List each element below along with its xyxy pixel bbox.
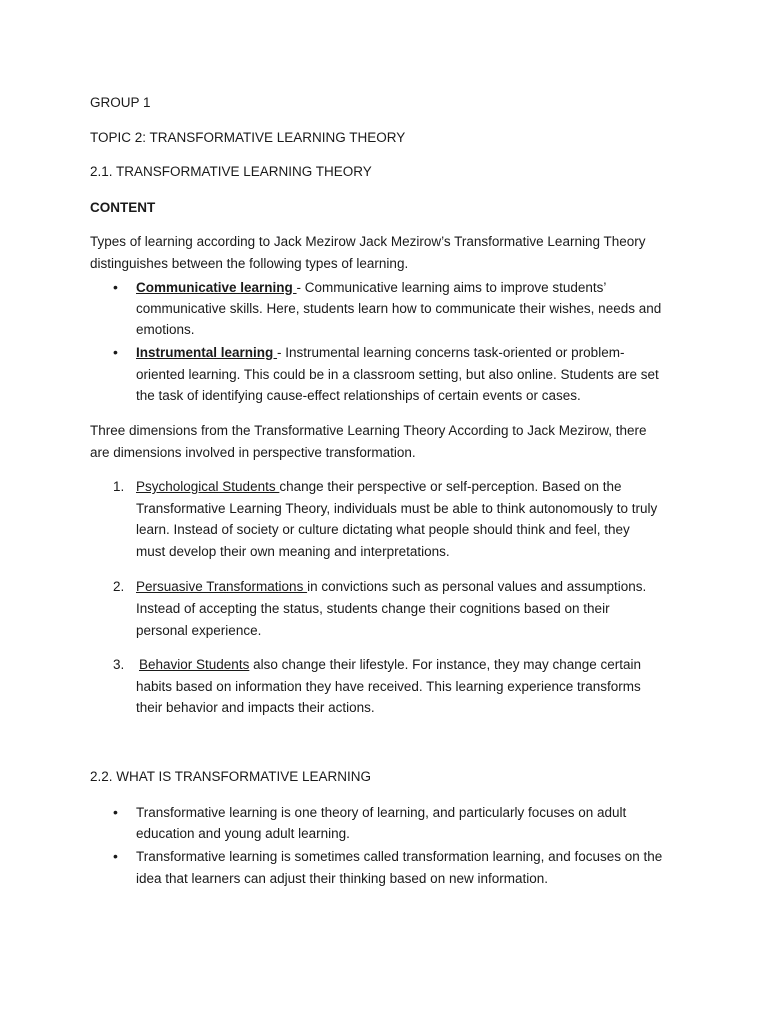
- term-persuasive-transformations: Persuasive Transformations: [136, 579, 308, 594]
- learning-type-communicative: [136, 280, 606, 295]
- term-psychological-students: Psychological Students: [136, 479, 280, 494]
- bullet-icon: •: [113, 279, 118, 295]
- bullet-icon: •: [113, 804, 118, 820]
- dimension-persuasive: [136, 579, 646, 594]
- section-2-title: 2.2. WHAT IS TRANSFORMATIVE LEARNING: [90, 769, 372, 784]
- intro-line-1: Types of learning according to Jack Mezirow Jack Mezirow’s Transformative Learning Theory: [90, 234, 646, 249]
- bullet-icon: •: [113, 344, 118, 360]
- dimension-desc: in convictions such as personal values and assumptions.: [307, 579, 647, 594]
- section-2-bullet-line: education and young adult learning.: [136, 826, 350, 841]
- dimensions-intro-line-2: are dimensions involved in perspective transformation.: [90, 445, 416, 460]
- dimension-line: learn. Instead of society or culture dictating what people should think and feel, they: [136, 522, 630, 537]
- dimension-line: must develop their own meaning and interpretations.: [136, 544, 450, 559]
- section-2-bullet-line: Transformative learning is one theory of learning, and particularly focuses on adult: [136, 805, 627, 820]
- term-instrumental-learning: Instrumental learning: [136, 345, 278, 360]
- learning-type-instrumental: [136, 345, 624, 360]
- dimension-line: personal experience.: [136, 623, 262, 638]
- dimension-desc: also change their lifestyle. For instance, they may change certain: [249, 657, 642, 672]
- learning-type-line: the task of identifying cause-effect relationships of certain events or cases.: [136, 388, 581, 403]
- term-behavior-students: Behavior Students: [139, 657, 250, 672]
- content-heading: CONTENT: [90, 200, 156, 215]
- section-2-bullet-line: idea that learners can adjust their thinking based on new information.: [136, 871, 549, 886]
- learning-type-line: communicative skills. Here, students learn how to communicate their wishes, needs and: [136, 301, 662, 316]
- dimension-desc: change their perspective or self-perception. Based on the: [279, 479, 622, 494]
- list-number: 1.: [113, 479, 125, 494]
- group-heading: GROUP 1: [90, 95, 151, 110]
- dimensions-intro-line-1: Three dimensions from the Transformative Learning Theory According to Jack Mezirow, there: [90, 423, 647, 438]
- learning-type-desc: - Instrumental learning concerns task-oriented or problem-: [277, 345, 625, 360]
- dimension-line: their behavior and impacts their actions.: [136, 700, 375, 715]
- topic-heading: TOPIC 2: TRANSFORMATIVE LEARNING THEORY: [90, 130, 406, 145]
- dimension-line: Instead of accepting the status, students change their cognitions based on their: [136, 601, 610, 616]
- term-communicative-learning: Communicative learning: [136, 280, 297, 295]
- dimension-line: habits based on information they have received. This learning experience transforms: [136, 679, 641, 694]
- dimension-line: Transformative Learning Theory, individuals must be able to think autonomously to truly: [136, 501, 658, 516]
- bullet-icon: •: [113, 848, 118, 864]
- learning-type-line: emotions.: [136, 322, 195, 337]
- dimension-psychological: [136, 479, 622, 494]
- list-number: 3.: [113, 657, 125, 672]
- learning-type-desc: - Communicative learning aims to improve students’: [296, 280, 607, 295]
- learning-type-line: oriented learning. This could be in a classroom setting, but also online. Students are set: [136, 367, 659, 382]
- list-number: 2.: [113, 579, 125, 594]
- section-2-bullet-line: Transformative learning is sometimes called transformation learning, and focuses on the: [136, 849, 663, 864]
- section-1-title: 2.1. TRANSFORMATIVE LEARNING THEORY: [90, 164, 372, 179]
- intro-line-2: distinguishes between the following types of learning.: [90, 256, 409, 271]
- dimension-behavior: [139, 657, 641, 672]
